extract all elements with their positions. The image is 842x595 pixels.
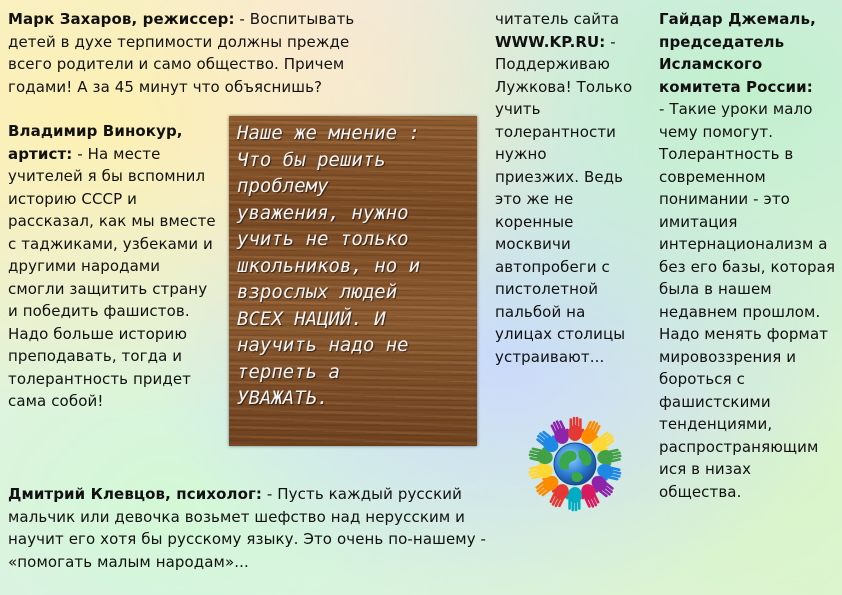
quote-text: - Поддерживаю Лужкова! Только учить толерантности нужно приезжих. Ведь это же не коренные москвичи автопробеги с пистолетной пальбой на улицах столицы устраивают...	[495, 32, 633, 366]
quote-klevtsov	[8, 483, 513, 573]
speaker-name: Владимир Винокур, артист:	[8, 122, 183, 163]
quote-text: - На месте учителей я бы вспомнил историю СССР и рассказал, как мы вместе с таджиками, узбеками и другими народами смогли защитить страну и победить фашистов. Надо больше историю преподавать, тогда и толерантность придет сама собой!	[8, 144, 216, 410]
speaker-name: Гайдар Джемаль, председатель Исламского комитета России:	[659, 10, 816, 96]
speaker-name: Дмитрий Клевцов, психолог:	[8, 485, 263, 503]
quote-text: - Такие уроки мало чему помогут. Толерантность в современном понимании - это имитация интернационализм а без его базы, которая была в нашем недавнем прошлом. Надо менять формат мировоззрения и бороться с фашистскими тенденциями, распространяющим ися в низах общества.	[659, 100, 836, 501]
quote-text: - Пусть каждый русский мальчик или девочка возьмет шефство над нерусским и научит его хотя бы русскому языку. Это очень по-нашему - «помогать малым народам»...	[8, 485, 487, 571]
speaker-name: Марк Захаров, режиссер:	[8, 10, 235, 28]
quote-reader	[495, 8, 635, 368]
quote-vinokur	[8, 120, 218, 413]
globe-hands-icon	[521, 410, 629, 518]
speaker-name: WWW.KP.RU:	[495, 32, 606, 51]
quote-dzhemal	[659, 8, 837, 503]
quote-text: - Воспитывать детей в духе терпимости должны прежде всего родители и само общество. Причем годами! А за 45 минут что объяснишь?	[8, 10, 355, 96]
reader-intro: читатель сайта	[495, 10, 620, 28]
quote-zakharov	[8, 8, 373, 98]
wooden-board	[229, 116, 477, 446]
board-message: Наше же мнение : Что бы решить проблему уважения, нужно учить не только школьников, но и взрослых людей ВСЕХ НАЦИЙ. И научить надо не терпеть а УВАЖАТЬ.	[237, 122, 421, 409]
